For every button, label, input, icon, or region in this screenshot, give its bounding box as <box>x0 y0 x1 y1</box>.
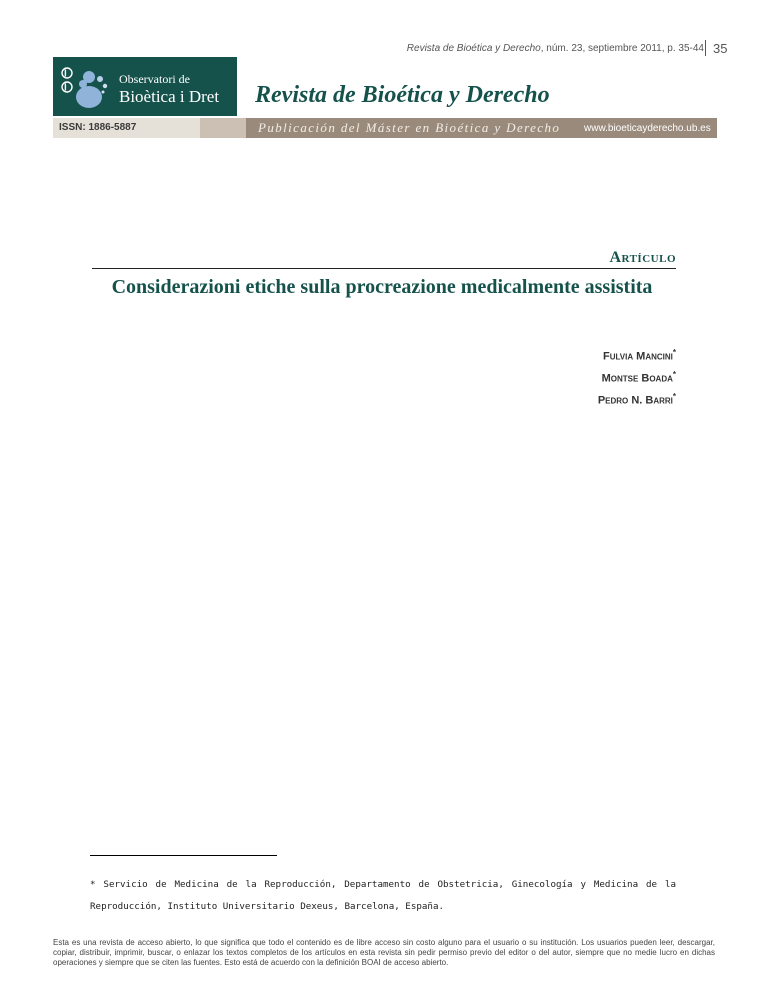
author-name: Montse Boada* <box>601 370 676 385</box>
citation-details: , núm. 23, septiembre 2011, p. 35-44 <box>540 43 704 54</box>
publication-subtitle: Publicación del Máster en Bioética y Derecho <box>258 120 561 135</box>
page-number: 35 <box>713 41 728 56</box>
author-name: Pedro N. Barri* <box>597 392 676 407</box>
author-name: Fulvia Mancini* <box>602 348 676 363</box>
citation-journal: Revista de Bioética y Derecho <box>406 43 541 54</box>
observatori-logo-icon <box>61 64 125 110</box>
publication-band <box>246 118 717 138</box>
section-label: Artículo <box>609 249 676 266</box>
running-header-citation <box>300 43 704 54</box>
journal-title: Revista de Bioética y Derecho <box>255 82 550 108</box>
issn-band <box>53 118 200 138</box>
page-number-separator <box>705 40 706 56</box>
logo-text-line2: Bioètica i Dret <box>119 87 220 106</box>
footnote-rule <box>90 855 277 856</box>
author-footnote-mark: * <box>672 370 676 379</box>
author-footnote-mark: * <box>672 392 676 401</box>
observatori-logo <box>53 57 237 116</box>
band-spacer <box>200 118 246 138</box>
open-access-notice: Esta es una revista de acceso abierto, lo que significa que todo el contenido es de libre acceso sin costo alguno para el usuario o su institución. Los usuarios pueden leer, descargar, copiar, distribuir, imprimir, buscar, o enlazar los textos completos de los artículos en esta revista sin pedir permiso previo del editor o del autor, siempre que no medie lucro en dichas operaciones y siempre que se citen las fuentes. Esto está de acuerdo con la definición BOAI de acceso abierto. <box>53 938 715 967</box>
author-footnote-mark: * <box>672 348 676 357</box>
article-title: Considerazioni etiche sulla procreazione medicalmente assistita <box>111 276 653 298</box>
title-rule <box>92 268 676 269</box>
logo-text-line1: Observatori de <box>119 72 190 86</box>
author-affiliation-footnote: * Servicio de Medicina de la Reproducción, Departamento de Obstetricia, Ginecología y Medicina de la Reproducción, Instituto Universitario Dexeus, Barcelona, España. <box>90 879 676 912</box>
issn-label: ISSN: 1886-5887 <box>59 122 137 133</box>
journal-url[interactable]: www.bioeticayderecho.ub.es <box>584 123 711 134</box>
